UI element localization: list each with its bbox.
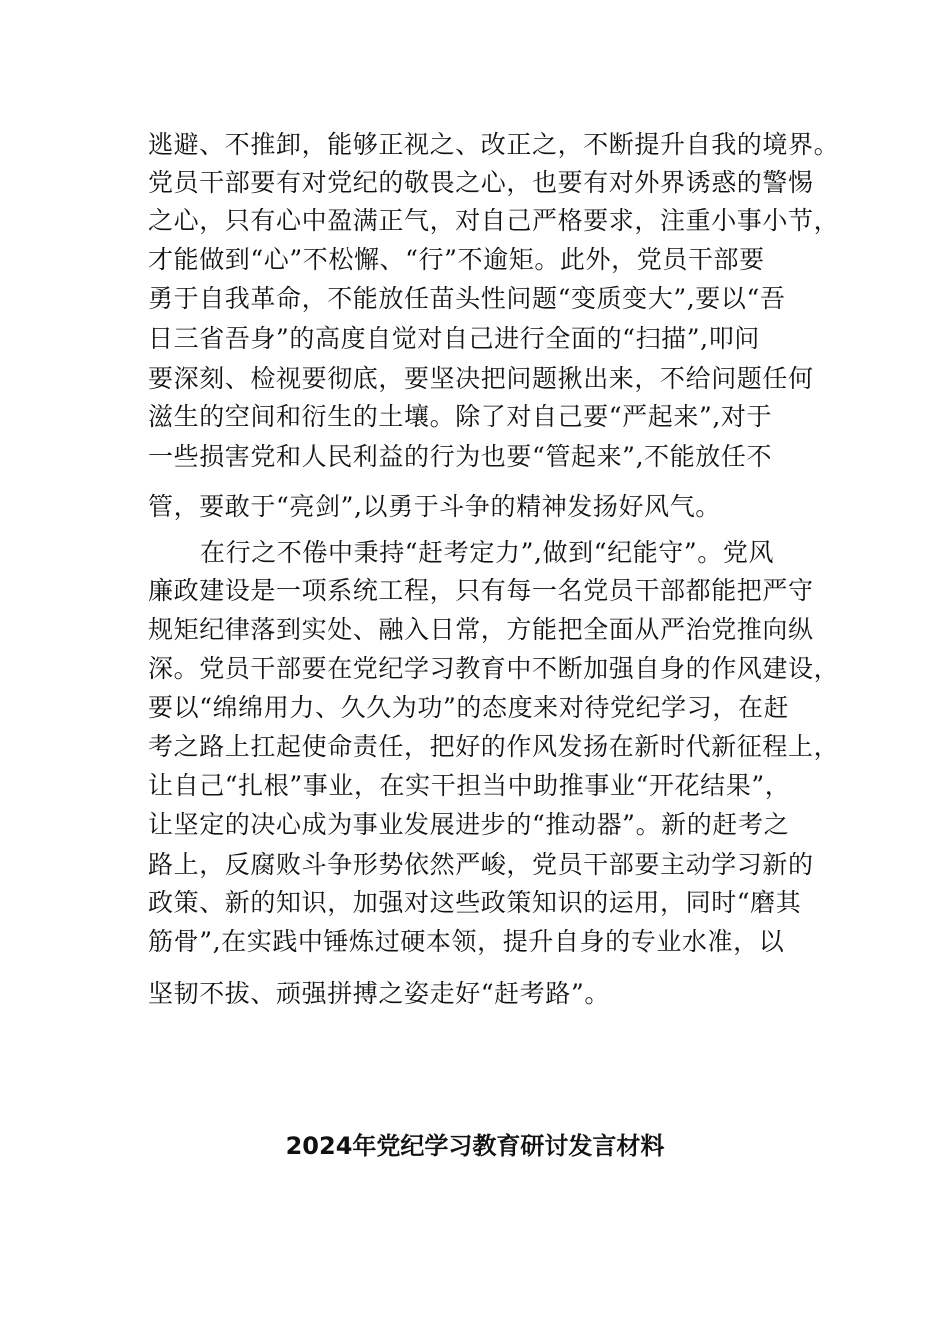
- text-line: 一些损害党和人民利益的行为也要“管起来”,不能放任不: [148, 442, 773, 471]
- text-line: 坚韧不拔、顽强拼搏之姿走好“赶考路”。: [148, 979, 610, 1008]
- text-line: 滋生的空间和衍生的土壤。除了对自己要“严起来”,对于: [148, 402, 773, 431]
- text-line: 要以“绵绵用力、久久为功”的态度来对待党纪学习，在赶: [148, 693, 790, 722]
- text-line: 党员干部要有对党纪的敬畏之心，也要有对外界诱惑的警惕: [148, 168, 814, 197]
- text-line: 廉政建设是一项系统工程，只有每一名党员干部都能把严守: [148, 576, 814, 605]
- text-line: 深。党员干部要在党纪学习教育中不断加强自身的作风建设，: [148, 654, 840, 683]
- text-line: 管，要敢于“亮剑”,以勇于斗争的精神发扬好风气。: [148, 492, 721, 521]
- text-line: 逃避、不推卸，能够正视之、改正之，不断提升自我的境界。: [148, 130, 840, 159]
- text-line: 日三省吾身”的高度自觉对自己进行全面的“扫描”,叩问: [148, 324, 760, 353]
- text-line: 勇于自我革命，不能放任苗头性问题“变质变大”,要以“吾: [148, 284, 786, 313]
- text-line: 让自己“扎根”事业，在实干担当中助推事业“开花结果”，: [148, 771, 791, 800]
- text-line: 筋骨”,在实践中锤炼过硬本领，提升自身的专业水准，以: [148, 927, 785, 956]
- section-title: 2024年党纪学习教育研讨发言材料: [285, 1132, 665, 1160]
- text-line: 让坚定的决心成为事业发展进步的“推动器”。新的赶考之: [148, 810, 790, 839]
- text-line: 在行之不倦中秉持“赶考定力”,做到“纪能守”。党风: [200, 538, 775, 567]
- text-line: 政策、新的知识，加强对这些政策知识的运用，同时“磨其: [148, 888, 802, 917]
- text-line: 规矩纪律落到实处、融入日常，方能把全面从严治党推向纵: [148, 615, 814, 644]
- text-line: 路上，反腐败斗争形势依然严峻，党员干部要主动学习新的: [148, 850, 814, 879]
- text-line: 考之路上扛起使命责任，把好的作风发扬在新时代新征程上，: [148, 732, 840, 761]
- text-line: 才能做到“心”不松懈、“行”不逾矩。此外，党员干部要: [148, 245, 765, 274]
- text-line: 要深刻、检视要彻底，要坚决把问题揪出来，不给问题任何: [148, 364, 814, 393]
- text-line: 之心，只有心中盈满正气，对自己严格要求，注重小事小节，: [148, 206, 840, 235]
